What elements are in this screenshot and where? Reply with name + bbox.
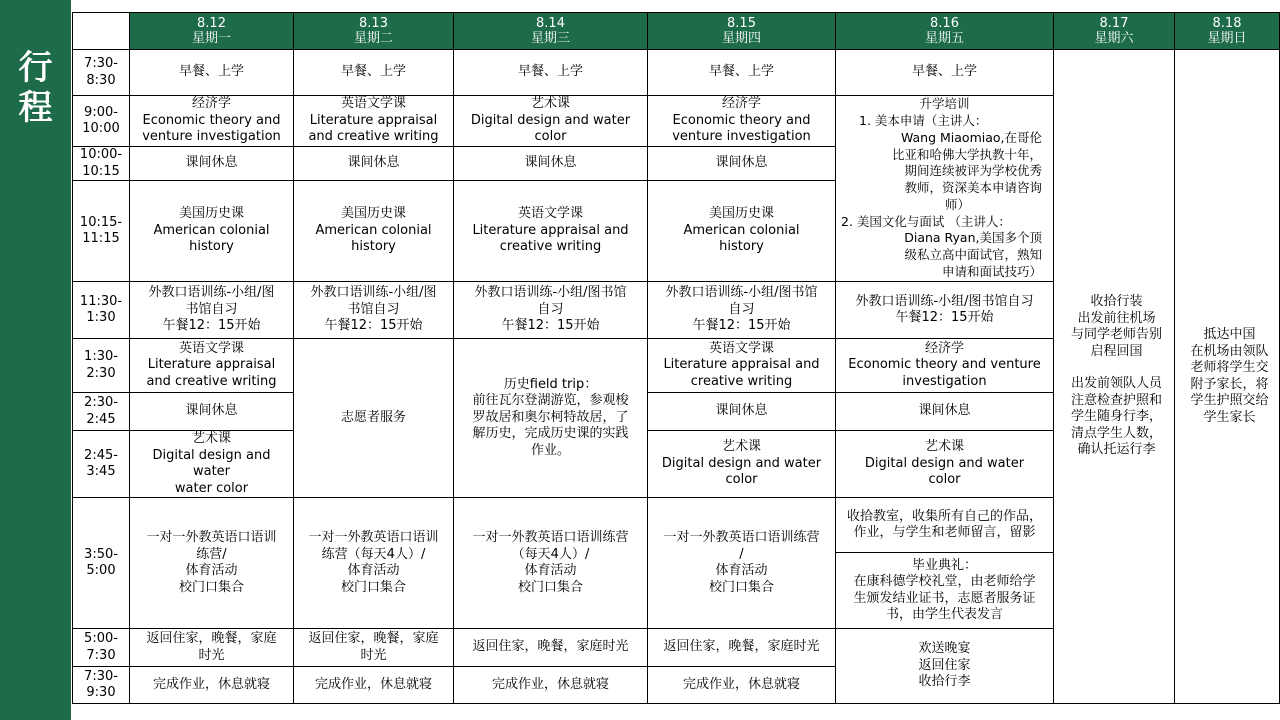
schedule-cell: 早餐、上学 — [294, 50, 454, 96]
schedule-cell: 外教口语训练-小组/图书馆 自习 午餐12：15开始 — [648, 282, 836, 339]
schedule-cell: 返回住家，晚餐，家庭时光 — [454, 629, 648, 667]
schedule-cell: 返回住家，晚餐，家庭 时光 — [294, 629, 454, 667]
schedule-cell: 英语文学课 Literature appraisal and creative writing — [130, 339, 294, 393]
schedule-cell: 经济学 Economic theory and venture investigation — [836, 339, 1054, 393]
schedule-cell: 美国历史课 American colonial history — [130, 181, 294, 282]
schedule-cell: 课间休息 — [836, 393, 1054, 431]
schedule-cell: 完成作业，休息就寝 — [648, 667, 836, 704]
schedule-cell: 早餐、上学 — [836, 50, 1054, 96]
schedule-cell: 美国历史课 American colonial history — [294, 181, 454, 282]
day-header: 8.13 星期二 — [294, 13, 454, 50]
schedule-cell: 经济学 Economic theory and venture investigation — [130, 96, 294, 147]
schedule-cell: 返回住家，晚餐，家庭时光 — [648, 629, 836, 667]
schedule-cell: 课间休息 — [454, 147, 648, 181]
time-cell: 2:30- 2:45 — [73, 393, 130, 431]
schedule-cell: 英语文学课 Literature appraisal and creative writing — [294, 96, 454, 147]
schedule-cell: 完成作业，休息就寝 — [294, 667, 454, 704]
schedule-cell: 外教口语训练-小组/图 书馆自习 午餐12：15开始 — [130, 282, 294, 339]
schedule-cell: 艺术课 Digital design and water color — [836, 431, 1054, 498]
schedule-cell: 课间休息 — [130, 147, 294, 181]
schedule-cell: 一对一外教英语口语训 练营/ 体育活动 校门口集合 — [130, 498, 294, 629]
schedule-cell: 完成作业，休息就寝 — [454, 667, 648, 704]
header-row — [73, 13, 1280, 50]
day-header: 8.15 星期四 — [648, 13, 836, 50]
schedule-cell: 完成作业，休息就寝 — [130, 667, 294, 704]
schedule-cell: 早餐、上学 — [454, 50, 648, 96]
volunteer-cell: 志愿者服务 — [294, 339, 454, 498]
day-header: 8.12 星期一 — [130, 13, 294, 50]
time-cell: 11:30- 1:30 — [73, 282, 130, 339]
time-cell: 9:00- 10:00 — [73, 96, 130, 147]
sidebar-title-char: 程 — [18, 88, 53, 128]
schedule-cell: 艺术课 Digital design and water color — [648, 431, 836, 498]
schedule-cell: 收拾教室，收集所有自己的作品， 作业，与学生和老师留言，留影 — [836, 498, 1054, 553]
schedule-cell: 课间休息 — [130, 393, 294, 431]
schedule-cell: 英语文学课 Literature appraisal and creative writing — [648, 339, 836, 393]
schedule-cell: 艺术课 Digital design and water water color — [130, 431, 294, 498]
time-cell: 10:00- 10:15 — [73, 147, 130, 181]
time-cell: 7:30- 8:30 — [73, 50, 130, 96]
schedule-cell: 课间休息 — [294, 147, 454, 181]
day-header: 8.14 星期三 — [454, 13, 648, 50]
farewell-cell: 欢送晚宴 返回住家 收拾行李 — [836, 629, 1054, 704]
time-cell: 2:45- 3:45 — [73, 431, 130, 498]
time-cell: 10:15- 11:15 — [73, 181, 130, 282]
sunday-cell: 抵达中国 在机场由领队 老师将学生交 附予家长，将 学生护照交给 学生家长 — [1175, 50, 1280, 704]
sidebar-title — [0, 48, 71, 128]
day-header: 8.16 星期五 — [836, 13, 1054, 50]
schedule-cell: 艺术课 Digital design and water color — [454, 96, 648, 147]
schedule-cell: 外教口语训练-小组/图书馆 自习 午餐12：15开始 — [454, 282, 648, 339]
schedule-cell: 经济学 Economic theory and venture investigation — [648, 96, 836, 147]
schedule-cell: 返回住家，晚餐，家庭 时光 — [130, 629, 294, 667]
sidebar — [0, 0, 71, 720]
schedule-cell: 早餐、上学 — [130, 50, 294, 96]
day-header: 8.17 星期六 — [1054, 13, 1175, 50]
corner-cell — [73, 13, 130, 50]
schedule-cell: 英语文学课 Literature appraisal and creative writing — [454, 181, 648, 282]
training-cell: 升学培训 1. 美本申请（主讲人： Wang Miaomiao,在哥伦 比亚和哈佛大学执教十年， 期间连续被评为学校优秀 教师，资深美本申请咨询 师） 2. 美国文化与面试 （主讲人： Diana Ryan,美国多个顶 级私立高中面试官，熟知 申请和面试技巧） — [836, 96, 1054, 282]
schedule-table — [72, 12, 1280, 704]
time-cell: 1:30- 2:30 — [73, 339, 130, 393]
day-header: 8.18 星期日 — [1175, 13, 1280, 50]
schedule-cell: 美国历史课 American colonial history — [648, 181, 836, 282]
schedule-cell: 课间休息 — [648, 393, 836, 431]
schedule-cell: 外教口语训练-小组/图 书馆自习 午餐12：15开始 — [294, 282, 454, 339]
time-cell: 7:30- 9:30 — [73, 667, 130, 704]
time-cell: 3:50- 5:00 — [73, 498, 130, 629]
saturday-cell: 收拾行装 出发前往机场 与同学老师告别 启程回国 出发前领队人员 注意检查护照和 学生随身行李， 清点学生人数， 确认托运行李 — [1054, 50, 1175, 704]
sidebar-title-char: 行 — [18, 48, 53, 88]
graduation-cell: 毕业典礼： 在康科德学校礼堂，由老师给学 生颁发结业证书，志愿者服务证 书，由学生代表发言 — [836, 553, 1054, 629]
fieldtrip-cell: 历史field trip： 前往瓦尔登湖游览，参观梭 罗故居和奥尔柯特故居，了 解历史，完成历史课的实践 作业。 — [454, 339, 648, 498]
schedule-cell: 课间休息 — [648, 147, 836, 181]
schedule-cell: 外教口语训练-小组/图书馆自习 午餐12：15开始 — [836, 282, 1054, 339]
schedule-cell: 早餐、上学 — [648, 50, 836, 96]
time-cell: 5:00- 7:30 — [73, 629, 130, 667]
schedule-cell: 一对一外教英语口语训 练营（每天4人）/ 体育活动 校门口集合 — [294, 498, 454, 629]
schedule-cell: 一对一外教英语口语训练营 / 体育活动 校门口集合 — [648, 498, 836, 629]
schedule-cell: 一对一外教英语口语训练营 （每天4人）/ 体育活动 校门口集合 — [454, 498, 648, 629]
